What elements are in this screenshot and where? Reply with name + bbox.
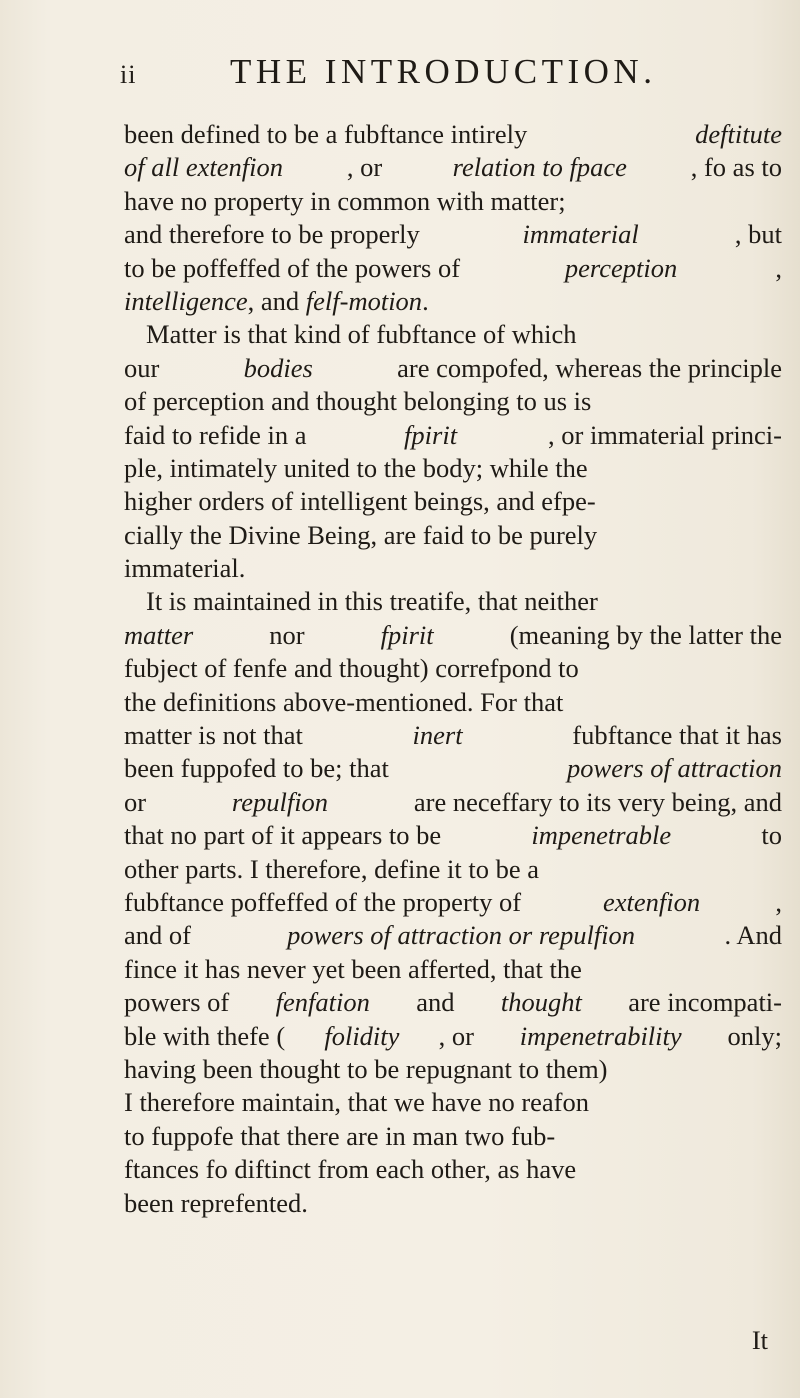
text-line: other parts. I therefore, define it to be a xyxy=(124,853,539,884)
catchword: It xyxy=(751,1325,768,1355)
text-line: or repulfion are neceffary to its very being, and xyxy=(124,786,782,817)
text-line: fince it has never yet been afferted, that the xyxy=(124,953,582,984)
text-line: intelligence , and felf-motion . xyxy=(124,285,429,316)
text-line: and of powers of attraction or repulfion . And xyxy=(124,920,782,951)
text-line: the definitions above-mentioned. For that xyxy=(124,686,564,717)
text-line: matter nor fpirit (meaning by the latter the xyxy=(124,619,782,650)
running-title: THE INTRODUCTION. xyxy=(230,52,657,91)
text-line: having been thought to be repugnant to them) xyxy=(124,1053,608,1084)
text-line: matter is not that inert fubftance that it has xyxy=(124,720,782,751)
text-line: immaterial. xyxy=(124,553,246,584)
text-line: ple, intimately united to the body; while the xyxy=(124,452,588,483)
text-line: ftances fo diftinct from each other, as have xyxy=(124,1154,577,1185)
paragraph-start-line: It is maintained in this treatife, that neither xyxy=(146,586,598,617)
text-line: ble with thefe ( folidity , or impenetrability only; xyxy=(124,1020,782,1051)
text-line: have no property in common with matter; xyxy=(124,185,566,216)
text-line: and therefore to be properly immaterial , but xyxy=(124,219,782,250)
text-line: I therefore maintain, that we have no reafon xyxy=(124,1087,590,1118)
text-line: powers of fenfation and thought are incompati- xyxy=(124,987,782,1018)
paragraph-start-line: Matter is that kind of fubftance of which xyxy=(146,319,577,350)
text-line: that no part of it appears to be impenetrable to xyxy=(124,820,782,851)
text-line: of all extenfion , or relation to fpace , fo as to xyxy=(124,152,782,183)
page-header xyxy=(120,52,720,102)
text-line: our bodies are compofed, whereas the principle xyxy=(124,352,782,383)
text-line: been defined to be a fubftance intirely deftitute xyxy=(124,119,782,149)
text-line: to be poffeffed of the powers of perception , xyxy=(124,252,782,283)
text-line: fubject of fenfe and thought) correfpond to xyxy=(124,653,579,684)
text-line: to fuppofe that there are in man two fub- xyxy=(124,1120,556,1151)
text-line: higher orders of intelligent beings, and efpe- xyxy=(124,486,596,517)
page-number: ii xyxy=(120,60,137,89)
text-line: fubftance poffeffed of the property of extenfion , xyxy=(124,886,782,917)
text-line: been reprefented. xyxy=(124,1187,308,1218)
text-line: been fuppofed to be; that powers of attraction xyxy=(124,753,782,784)
body-text xyxy=(124,118,782,1220)
text-line: cially the Divine Being, are faid to be purely xyxy=(124,519,598,550)
text-line: of perception and thought belonging to us is xyxy=(124,386,592,417)
text-line: faid to refide in a fpirit , or immaterial princi- xyxy=(124,419,782,450)
